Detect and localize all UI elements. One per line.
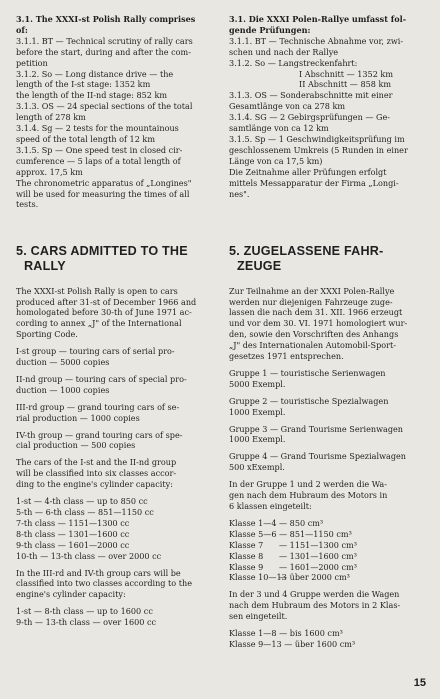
text-line: speed of the total length of 12 km [16,133,156,144]
text-line: I Abschnitt — 1352 km [299,68,393,79]
text-line: geschlossenem Umkreis (5 Runden in einer [229,144,408,155]
text-line: II Abschnitt — 858 km [299,79,392,90]
group-item: Gruppe 2 — touristische Spezialwagen 1000 Exempl. [229,395,389,417]
text-line: 3.1.4. SG — 2 Gebirgsprüfungen — Ge- [229,112,391,123]
text-line: 3.1. The XXXI-st Polish Rally comprises [16,14,196,24]
text-line: of: [16,24,28,35]
section-heading-en: 5. CARS ADMITTED TO THE RALLY [16,244,188,273]
text-line: petition [16,57,48,68]
text-line: approx. 17,5 km [16,166,83,177]
text-line: length of 278 km [16,112,86,123]
text-line: 3.1.5. Sp — One speed test in closed cir- [16,144,183,155]
group-item: IV-th group — grand touring cars of spe- cial production — 500 copies [16,429,183,451]
class-row: 7-th class — 1151—1300 cc [16,517,130,528]
group-item: II-nd group — touring cars of special pro- duction — 1000 copies [16,373,187,395]
text-line: 3.1. Die XXXI Polen-Rallye umfasst fol- [229,14,407,24]
text-line: 3.1.5. Sp — 1 Geschwindigkeitsprüfung im [229,133,405,144]
class-list-en-2 [16,606,216,628]
class-row: Klasse 9—13 — über 1600 cm³ [229,638,356,649]
group-item: III-rd group — grand touring cars of se- rial production — 1000 copies [16,401,180,423]
class-row: 9-th — 13-th class — over 1600 cc [16,617,157,628]
text-line: nes". [229,188,250,199]
classify-paragraph-de-2: In der 3 und 4 Gruppe werden die Wagen nach dem Hubraum des Motors in 2 Klas- sen eingeteilt. [229,589,401,622]
english-column [16,14,216,628]
text-line: schen und nach der Rallye [229,46,339,57]
group-item: Gruppe 4 — Grand Tourisme Spezialwagen 500 xExempl. [229,451,407,473]
classify-paragraph-en-2: In the III-rd and IV-th group cars will be classified into two classes according to the engine's cylinder capacity: [16,567,193,600]
text-line: length of the I-st stage: 1352 km [16,79,151,90]
group-item: Gruppe 1 — touristische Serienwagen 5000 Exempl. [229,367,386,389]
class-list-en [16,496,216,561]
rally-program-de [229,14,432,244]
section-heading-de: 5. ZUGELASSENE FAHR- ZEUGE [229,244,384,273]
text-line: The chronometric apparatus of „Longines" [16,177,192,188]
class-row: Klasse 5—6 — 851—1150 cm³ [229,528,352,539]
class-row: 5-th — 6-th class — 851—1150 cc [16,507,154,517]
text-line: mittels Messapparatur der Firma „Longi- [229,177,399,188]
text-line: 3.1.4. Sg — 2 tests for the mountainous [16,123,179,134]
german-column [229,14,432,650]
text-line: Die Zeitnahme aller Prüfungen erfolgt [229,166,387,177]
intro-paragraph-en: The XXXI-st Polish Rally is open to cars produced after 31-st of December 1966 and homologated before 30-th of June 1971 ac- cording to annex „J" of the International Sporting Code. [16,285,197,340]
class-table-de [229,518,432,583]
text-line: cumference — 5 laps of a total length of [16,155,181,166]
group-item: I-st group — touring cars of serial pro- duction — 5000 copies [16,346,175,368]
rally-program-en [16,14,216,244]
intro-paragraph-de: Zur Teilnahme an der XXXI Polen-Rallye werden nur diejenigen Fahrzeuge zuge- lassen die nach dem 31. XII. 1966 erzeugt und vor dem 30. VI. 1971 homologiert wur- den, sowie den Vorschriften des Anhangs „J" des Internationalen Automobil-Sport- gesetzes 1971 entsprechen. [229,285,408,362]
text-line: 3.1.1. BT — Technische Abnahme vor, zwi- [229,35,404,46]
text-line: samtlänge von ca 12 km [229,123,329,134]
classify-paragraph-de: In der Gruppe 1 und 2 werden die Wa- gen nach dem Hubraum des Motors in 6 klassen eingeteilt: [229,479,388,511]
class-row: 10-th — 13-th class — over 2000 cc [16,550,162,561]
page-number: 15 [413,677,426,689]
class-row: Klasse 1—8 — bis 1600 cm³ [229,628,343,639]
class-row: 9-th class — 1601—2000 cc [16,539,130,550]
text-line: 3.1.1. BT — Technical scrutiny of rally cars [16,35,193,46]
text-line: will be used for measuring the times of all [16,188,190,199]
class-row: Klasse 9 — 1601—2000 cm³ [229,561,357,572]
text-line: 3.1.3. OS — 24 special sections of the total [16,101,193,112]
text-line: before the start, during and after the com- [16,46,191,57]
class-row: 1-st — 4-th class — up to 850 cc [16,496,148,507]
text-line: Länge von ca 17,5 km) [229,155,323,166]
class-row: Klasse 8 — 1301—1600 cm³ [229,550,357,561]
text-line: 3.1.3. OS — Sonderabschnitte mit einer [229,90,393,101]
class-row: Klasse 10—13 — über 2000 cm³ [229,572,350,583]
text-line: the length of the II-nd stage: 852 km [16,90,168,101]
group-item: Gruppe 3 — Grand Tourisme Serienwagen 1000 Exempl. [229,423,404,445]
class-row: 8-th class — 1301—1600 cc [16,528,130,539]
class-row: 1-st — 8-th class — up to 1600 cc [16,606,153,617]
class-row: Klasse 7 — 1151—1300 cm³ [229,539,357,550]
class-list-de-2 [229,628,432,650]
text-line: 3.1.2. So — Long distance drive — the [16,68,174,79]
text-line: 3.1.2. So — Langstreckenfahrt: [229,57,358,68]
text-line: tests. [16,199,39,210]
class-row: Klasse 1—4 — 850 cm³ [229,517,324,528]
classify-paragraph-en: The cars of the I-st and the II-nd group will be classified into six classes accor- ding to the engine's cylinder capacity: [16,457,177,490]
text-line: gende Prüfungen: [229,24,311,35]
text-line: Gesamtlänge von ca 278 km [229,101,346,112]
